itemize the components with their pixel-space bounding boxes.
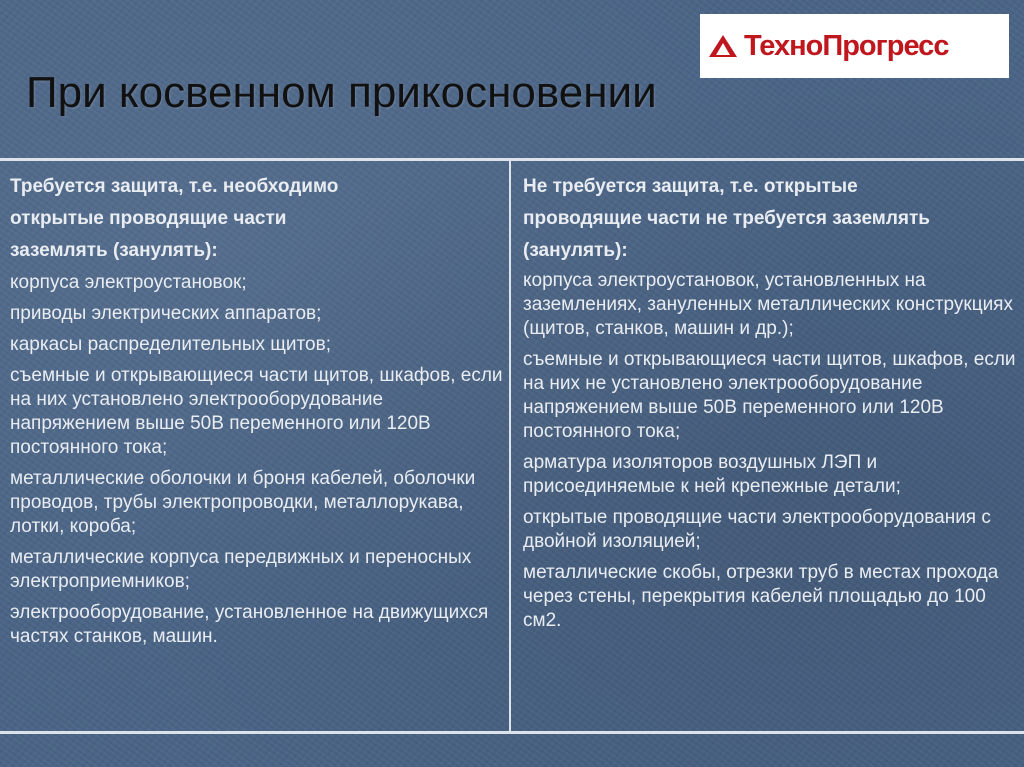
left-column <box>0 161 511 731</box>
left-list <box>10 271 503 649</box>
list-item: открытые проводящие части электрооборудования с двойной изоляцией; <box>523 507 991 552</box>
right-heading: Не требуется защита, т.е. открытые проводящие части не требуется заземлять (занулять): <box>523 176 930 261</box>
logo-mark-icon <box>708 34 738 58</box>
list-item: арматура изоляторов воздушных ЛЭП и присоединяемые к ней крепежные детали; <box>523 452 901 497</box>
comparison-table <box>0 158 1024 734</box>
list-item: корпуса электроустановок, установленных на заземлениях, зануленных металлических конструкциях (щитов, станков, машин и др.); <box>523 270 1013 339</box>
list-item: электрооборудование, установленное на движущихся частях станков, машин. <box>10 602 489 647</box>
list-item: съемные и открывающиеся части щитов, шкафов, если на них установлено электрооборудование напряжением выше 50В переменного или 120В постоянного тока; <box>10 365 503 458</box>
logo-text: ТехноПрогресс <box>744 29 949 62</box>
list-item: приводы электрических аппаратов; <box>10 303 322 324</box>
list-item: каркасы распределительных щитов; <box>10 334 331 355</box>
slide-title: При косвенном прикосновении <box>26 68 657 117</box>
list-item: съемные и открывающиеся части щитов, шкафов, если на них не установлено электрооборудование напряжением выше 50В переменного или 120В постоянного тока; <box>523 349 1016 442</box>
list-item: металлические корпуса передвижных и переносных электроприемников; <box>10 547 472 592</box>
list-item: корпуса электроустановок; <box>10 272 247 293</box>
list-item: металлические скобы, отрезки труб в местах прохода через стены, перекрытия кабелей площадью до 100 см2. <box>523 562 999 631</box>
list-item: металлические оболочки и броня кабелей, оболочки проводов, трубы электропроводки, металлорукава, лотки, короба; <box>10 468 476 537</box>
right-list <box>523 269 1018 633</box>
right-column <box>513 161 1024 731</box>
left-heading: Требуется защита, т.е. необходимо открытые проводящие части заземлять (занулять): <box>10 176 339 261</box>
company-logo <box>700 14 1009 78</box>
